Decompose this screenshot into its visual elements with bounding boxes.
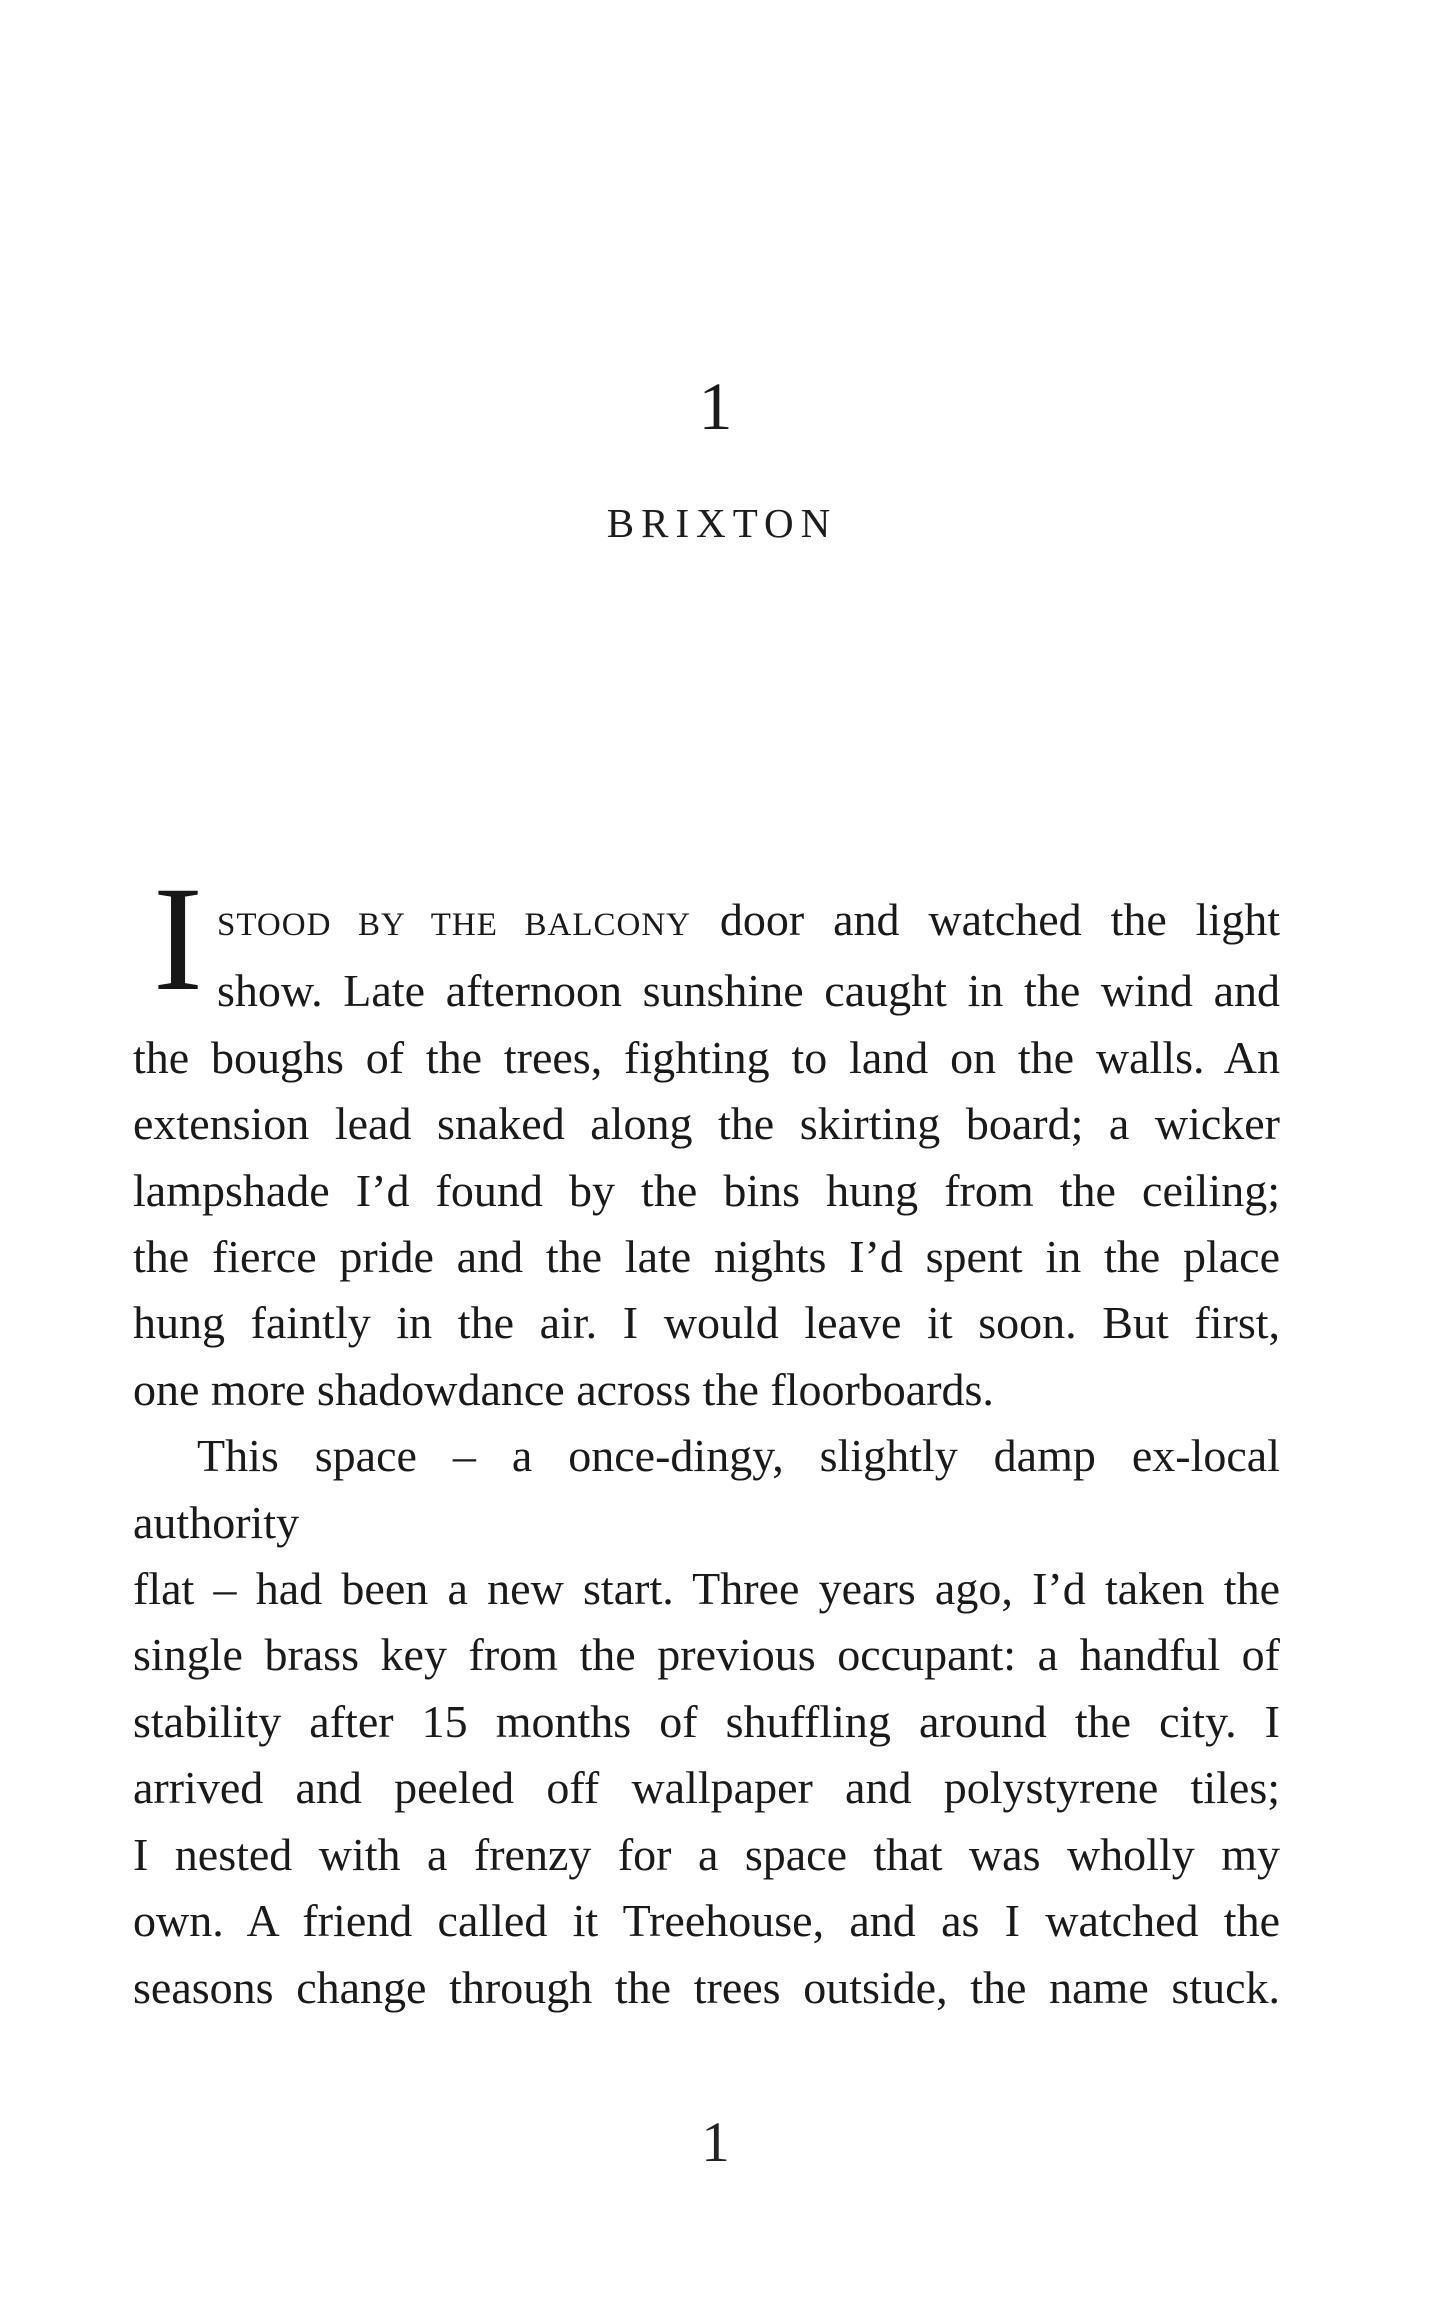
body-line: lampshade I’d found by the bins hung from the ceiling; <box>133 1164 1280 1216</box>
body-line: This space – a once-dingy, slightly damp ex-local authority <box>133 1430 1280 1548</box>
body-line: single brass key from the previous occupant: a handful of <box>133 1629 1280 1681</box>
body-line: one more shadowdance across the floorboards. <box>133 1363 994 1415</box>
body-line: arrived and peeled off wallpaper and polystyrene tiles; <box>133 1762 1280 1814</box>
body-line: I nested with a frenzy for a space that was wholly my <box>133 1828 1280 1880</box>
chapter-title: BRIXTON <box>606 500 838 546</box>
body-text <box>133 856 1280 2021</box>
body-line <box>133 887 1280 958</box>
body-line: own. A friend called it Treehouse, and as I watched the <box>133 1895 1280 1947</box>
body-line-text: door and watched the light <box>691 894 1280 945</box>
chapter-number: 1 <box>698 368 733 444</box>
body-line: the boughs of the trees, fighting to land on the walls. An <box>133 1031 1280 1083</box>
body-line: flat – had been a new start. Three years ago, I’d taken the <box>133 1563 1280 1615</box>
drop-cap: I <box>153 856 203 1022</box>
body-line: the fierce pride and the late nights I’d spent in the place <box>133 1231 1280 1283</box>
body-line: hung faintly in the air. I would leave it soon. But first, <box>133 1297 1280 1349</box>
body-line: extension lead snaked along the skirting board; a wicker <box>133 1098 1280 1150</box>
body-line: seasons change through the trees outside, the name stuck. <box>133 1961 1280 2013</box>
opening-small-caps: STOOD BY THE BALCONY <box>217 907 692 943</box>
body-line: stability after 15 months of shuffling around the city. I <box>133 1695 1280 1747</box>
page-number: 1 <box>701 2111 730 2174</box>
body-line: show. Late afternoon sunshine caught in the wind and <box>217 965 1280 1017</box>
